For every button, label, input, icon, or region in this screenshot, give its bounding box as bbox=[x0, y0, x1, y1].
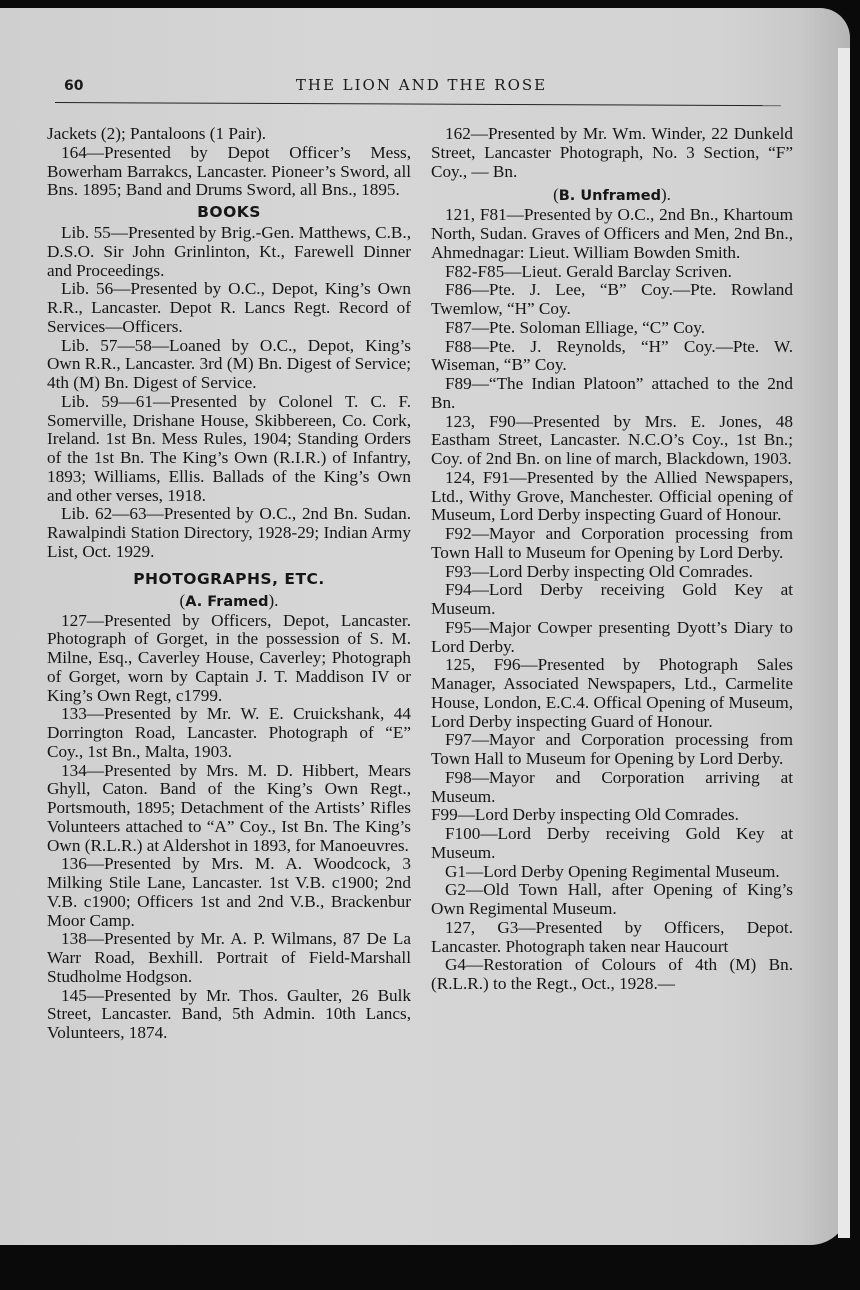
page-edge bbox=[838, 48, 850, 1238]
entry-162: 162—Presented by Mr. Wm. Winder, 22 Dunkeld Street, Lancaster Photograph, No. 3 Section, “F” Coy., — Bn. bbox=[431, 124, 793, 181]
entry-127-g3: 127, G3—Presented by Officers, Depot. Lancaster. Photograph taken near Haucourt bbox=[431, 917, 793, 956]
framed-label: A. Framed bbox=[185, 593, 269, 610]
entry-f82-f85: F82-F85—Lieut. Gerald Barclay Scriven. bbox=[445, 261, 732, 281]
entry-133: 133—Presented by Mr. W. E. Cruickshank, 44 Dorrington Road, Lancaster. Photograph of “E” Coy., 1st Bn., Malta, 1903. bbox=[47, 704, 411, 761]
entry-lib-55: Lib. 55—Presented by Brig.-Gen. Matthews, C.B., D.S.O. Sir John Grinlinton, Kt., Farewell Dinner and Proceedings. bbox=[47, 223, 411, 280]
left-column bbox=[47, 125, 411, 1043]
entry-f97: F97—Mayor and Corporation processing from Town Hall to Museum for Opening by Lord Derby. bbox=[431, 730, 793, 768]
entry-145: 145—Presented by Mr. Thos. Gaulter, 26 Bulk Street, Lancaster. Band, 5th Admin. 10th Lancs, Volunteers, 1874. bbox=[47, 985, 411, 1042]
framed-open-paren: ( bbox=[179, 590, 186, 610]
entry-lib-59-61: Lib. 59—61—Presented by Colonel T. C. F. Somerville, Drishane House, Skibbereen, Co. Cork, Ireland. 1st Bn. Mess Rules, 1904; Standing Orders of the 1st Bn. The King’s Own (R.I.R.) of Infantry, 1893; Williams, Ellis. Ballads of the King’s Own and other verses, 1918. bbox=[47, 391, 411, 505]
entry-lib-62-63: Lib. 62—63—Presented by O.C., 2nd Bn. Sudan. Rawalpindi Station Directory, 1928-29; Indian Army List, Oct. 1929. bbox=[47, 504, 411, 561]
page-number: 60 bbox=[64, 78, 84, 94]
entry-124-f91: 124, F91—Presented by the Allied Newspapers, Ltd., Withy Grove, Manchester. Official opening of Museum, Lord Derby inspecting Guard of Honour. bbox=[431, 467, 793, 525]
subheading-framed bbox=[47, 591, 411, 612]
entry-f89: F89—“The Indian Platoon” attached to the 2nd Bn. bbox=[431, 374, 793, 412]
header-rule bbox=[55, 102, 781, 106]
entry-f98: F98—Mayor and Corporation arriving at Museum. bbox=[431, 767, 793, 806]
entry-g1: G1—Lord Derby Opening Regimental Museum. bbox=[445, 861, 780, 881]
entry-f99: F99—Lord Derby inspecting Old Comrades. bbox=[431, 805, 739, 825]
entry-125-f96: 125, F96—Presented by Photograph Sales Manager, Associated Newspapers, Ltd., Carmelite House, London, E.C.4. Offical Opening of Museum, Lord Derby inspecting Guard of Honour. bbox=[431, 655, 793, 731]
book-page bbox=[0, 8, 850, 1245]
entry-f92: F92—Mayor and Corporation processing from Town Hall to Museum for Opening by Lord Derby. bbox=[431, 524, 793, 562]
entry-lib-56: Lib. 56—Presented by O.C., Depot, King’s Own R.R., Lancaster. Depot R. Lancs Regt. Record of Services—Officers. bbox=[47, 279, 411, 336]
entry-127: 127—Presented by Officers, Depot, Lancaster. Photograph of Gorget, in the possession of S. M. Milne, Esq., Caverley House, Caverley; Photograph of Gorget, worn by Captain J. T. Maddison IV or King’s Own Regt, c1799. bbox=[47, 610, 411, 705]
entry-f93: F93—Lord Derby inspecting Old Comrades. bbox=[445, 561, 753, 581]
right-column bbox=[431, 125, 793, 994]
entry-g4: G4—Restoration of Colours of 4th (M) Bn. (R.L.R.) to the Regt., Oct., 1928.— bbox=[431, 955, 793, 993]
section-heading-books: BOOKS bbox=[197, 203, 261, 221]
entry-f94: F94—Lord Derby receiving Gold Key at Museum. bbox=[431, 580, 793, 618]
framed-close-paren: ). bbox=[268, 590, 279, 610]
running-header bbox=[64, 76, 779, 98]
entry-121-f81: 121, F81—Presented by O.C., 2nd Bn., Khartoum North, Sudan. Graves of Officers and Men, 2nd Bn., Ahmednagar: Lieut. William Bowden Smith. bbox=[431, 205, 793, 262]
unframed-close-paren: ). bbox=[661, 185, 671, 205]
entry-138: 138—Presented by Mr. A. P. Wilmans, 87 De La Warr Road, Bexhill. Portrait of Field-Marshall Studholme Hodgson. bbox=[47, 929, 411, 986]
subheading-unframed bbox=[431, 185, 793, 206]
entry-g2: G2—Old Town Hall, after Opening of King’s Own Regimental Museum. bbox=[431, 880, 793, 918]
unframed-open-paren: ( bbox=[553, 185, 559, 205]
entry-164: 164—Presented by Depot Officer’s Mess, Bowerham Barrakcs, Lancaster. Pioneer’s Sword, all Bns. 1895; Band and Drums Sword, all Bns., 1895. bbox=[47, 142, 411, 200]
entry-136: 136—Presented by Mrs. M. A. Woodcock, 3 Milking Stile Lane, Lancaster. 1st V.B. c1900; 2nd V.B. c1900; Officers 1st and 2nd V.B., Brackenbur Moor Camp. bbox=[47, 854, 411, 930]
running-title: THE LION AND THE ROSE bbox=[295, 76, 548, 94]
entry-123-f90: 123, F90—Presented by Mrs. E. Jones, 48 Eastham Street, Lancaster. N.C.O’s Coy., 1st Bn.; Coy. of 2nd Bn. on line of march, Blackdown, 1903. bbox=[431, 411, 793, 468]
section-heading-photographs: PHOTOGRAPHS, ETC. bbox=[133, 569, 325, 588]
entry-f100: F100—Lord Derby receiving Gold Key at Museum. bbox=[431, 824, 793, 862]
continuation-text: Jackets (2); Pantaloons (1 Pair). bbox=[47, 124, 267, 143]
entry-f88: F88—Pte. J. Reynolds, “H” Coy.—Pte. W. Wiseman, “B” Coy. bbox=[431, 336, 793, 375]
entry-lib-57-58: Lib. 57—58—Loaned by O.C., Depot, King’s Own R.R., Lancaster. 3rd (M) Bn. Digest of Service; 4th (M) Bn. Digest of Service. bbox=[47, 335, 411, 392]
entry-f87: F87—Pte. Soloman Elliage, “C” Coy. bbox=[445, 317, 706, 337]
entry-f86: F86—Pte. J. Lee, “B” Coy.—Pte. Rowland Twemlow, “H” Coy. bbox=[431, 280, 793, 318]
entry-f95: F95—Major Cowper presenting Dyott’s Diary to Lord Derby. bbox=[431, 617, 793, 656]
entry-134: 134—Presented by Mrs. M. D. Hibbert, Mears Ghyll, Caton. Band of the King’s Own Regt., Portsmouth, 1895; Detachment of the Artists’ Rifles Volunteers attached to “A” Coy., Ist Bn. The King’s Own (R.L.R.) at Aldershot in 1893, for Manoeuvres. bbox=[47, 760, 411, 855]
unframed-label: B. Unframed bbox=[558, 188, 662, 205]
